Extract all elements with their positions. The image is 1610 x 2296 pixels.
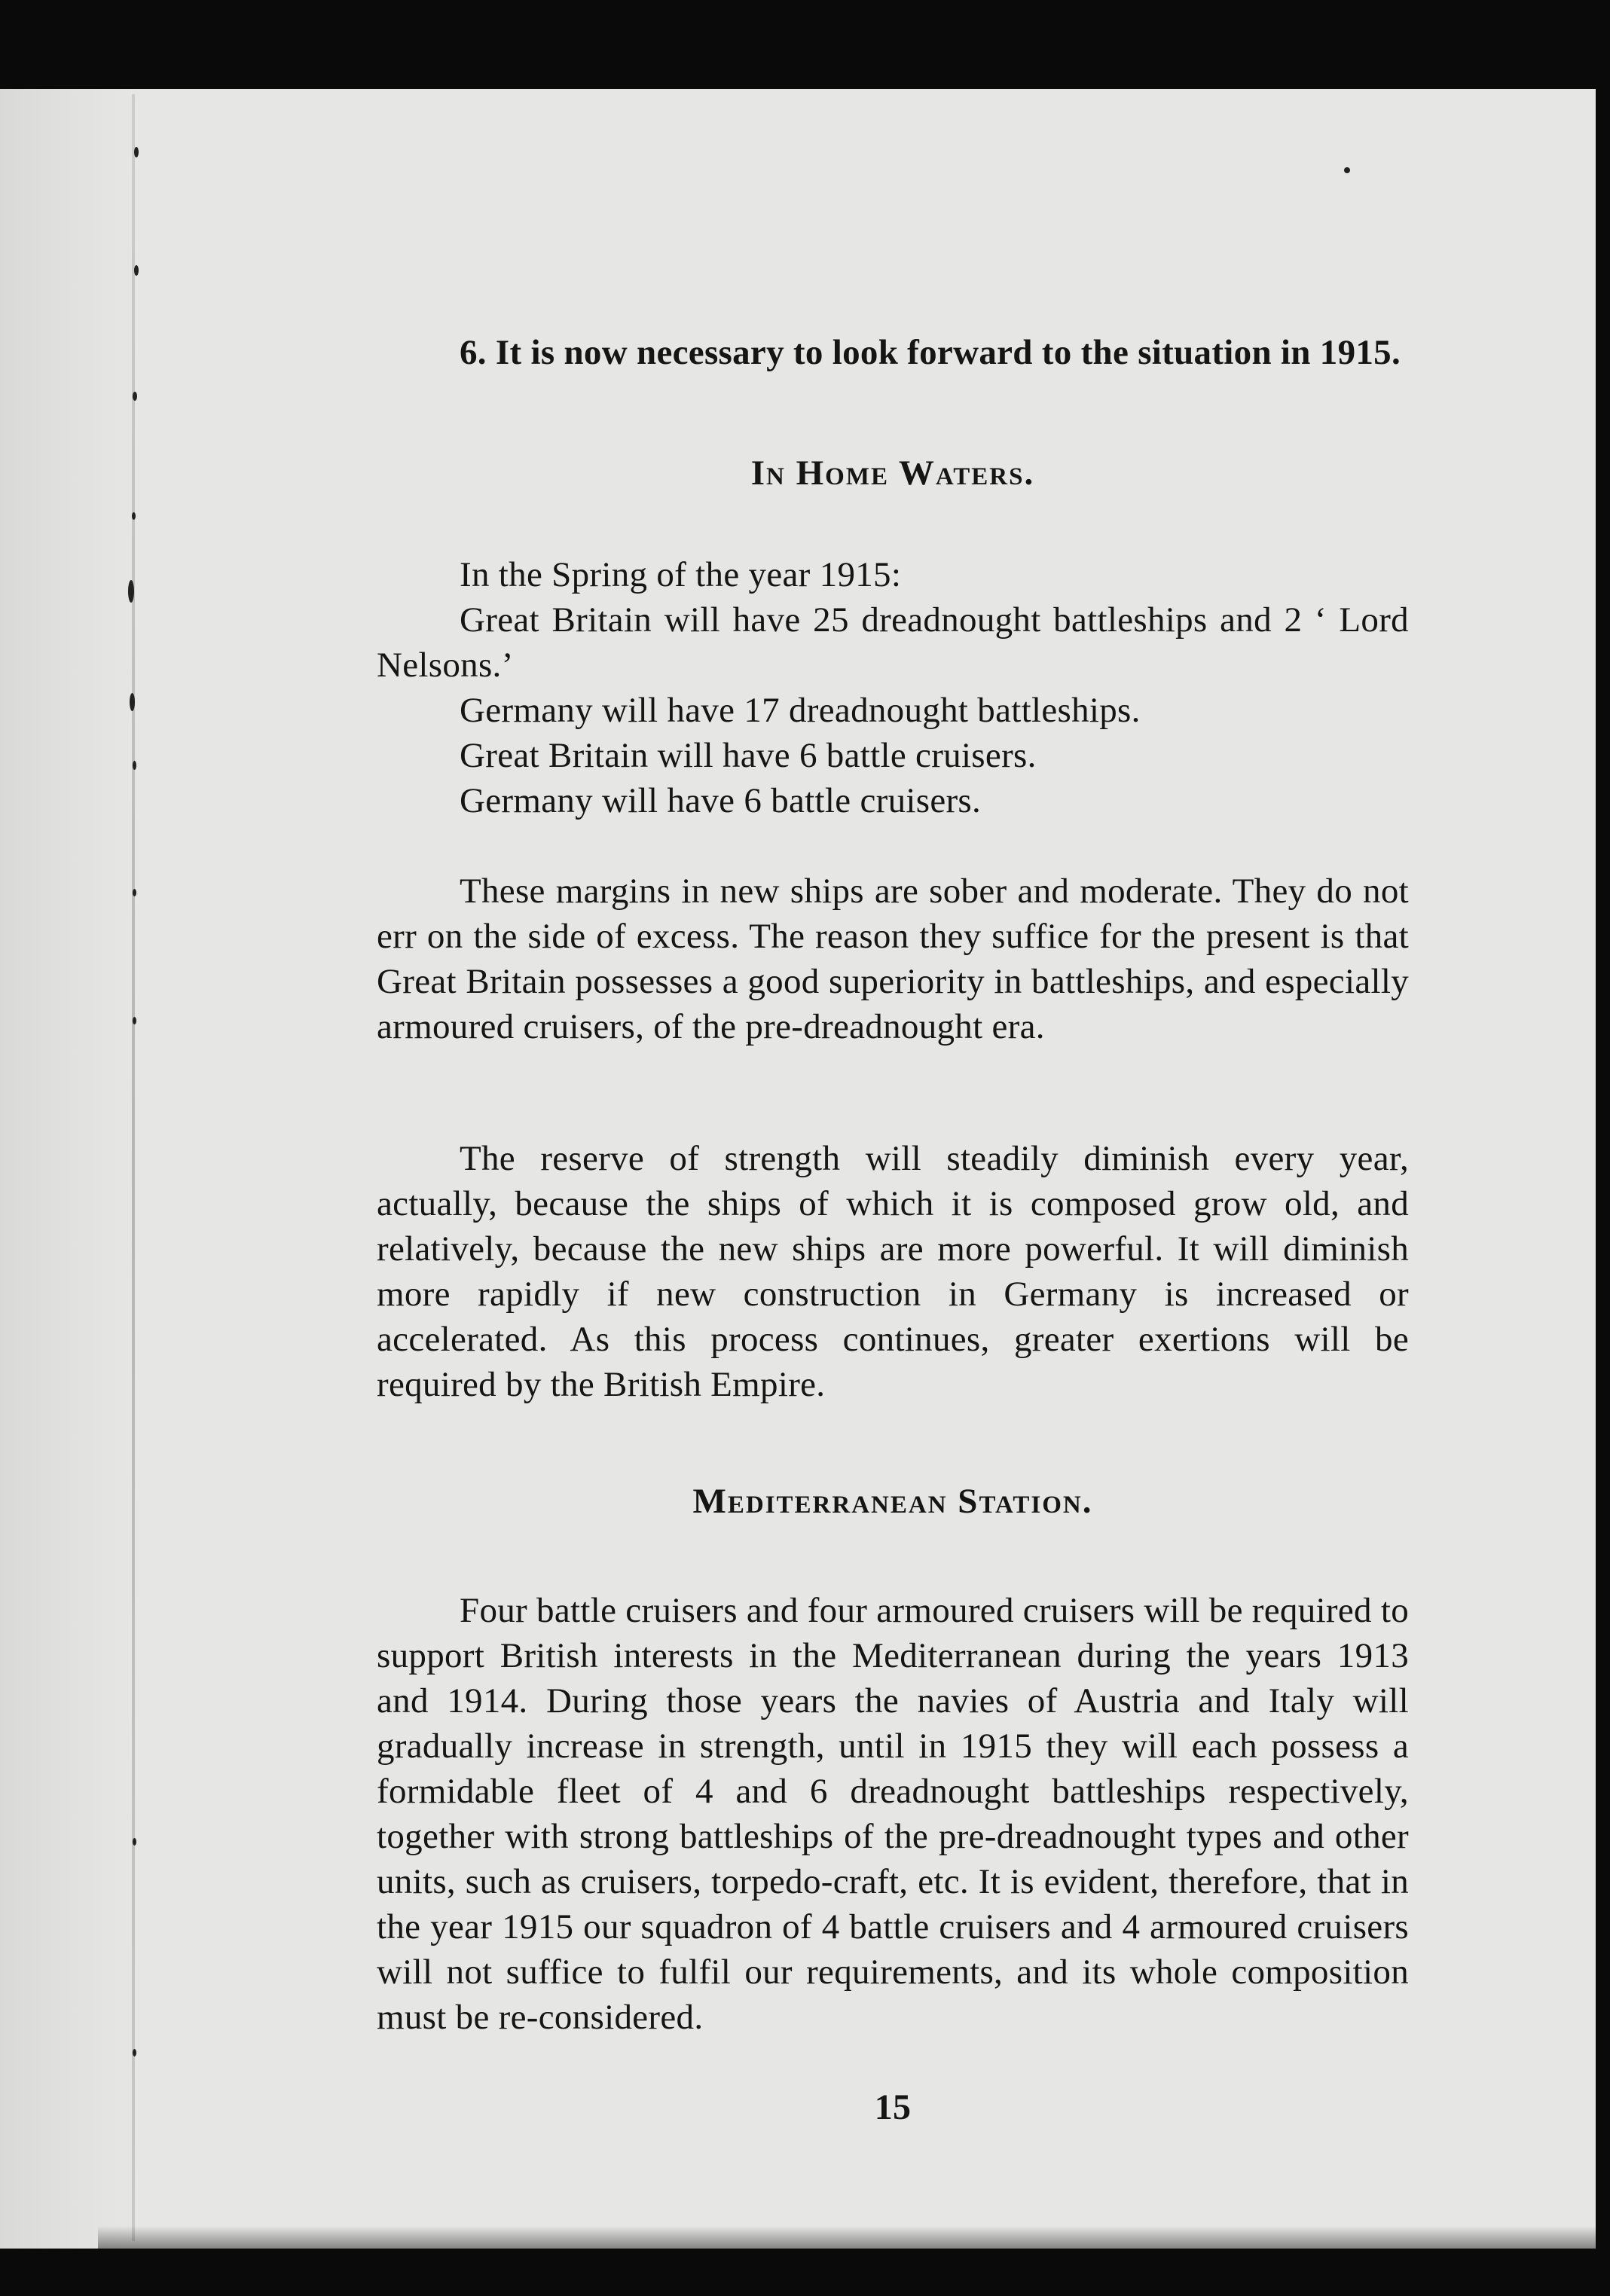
list-item-germany-battleships: Germany will have 17 dreadnought battleships.	[460, 691, 1141, 730]
scan-speck	[134, 147, 139, 157]
scan-speck	[130, 693, 135, 711]
heading-mediterranean-station: Mediterranean Station.	[692, 1482, 1093, 1521]
list-item-germany-cruisers: Germany will have 6 battle cruisers.	[460, 781, 982, 820]
mediterranean-paragraph: Four battle cruisers and four armoured cruisers will be required to support British interests in the Mediterranean during the years 1913 and 1914. During those years the navies of Austria and Italy will gradually increase in strength, until in 1915 they will each possess a formidable fleet of 4 and 6 dreadnought battleships respectively, together with strong battleships of the pre-dreadnought types and other units, such as cruisers, torpedo-craft, etc. It is evident, therefore, that in the year 1915 our squadron of 4 battle cruisers and 4 armoured cruisers will not suffice to fulfil our requirements, and its whole composition must be re-considered.	[377, 1591, 1409, 2037]
spring-intro: In the Spring of the year 1915:	[460, 555, 902, 594]
scan-speck	[133, 1017, 136, 1024]
page-bottom-shadow	[98, 2226, 1596, 2250]
scan-speck	[133, 2049, 136, 2056]
scan-speck	[133, 1838, 136, 1846]
paragraph-6: 6. It is now necessary to look forward to the situation in 1915.	[460, 333, 1401, 372]
page-number: 15	[874, 2087, 912, 2127]
scan-speck	[132, 512, 136, 520]
scan-bottom-border	[0, 2249, 1610, 2296]
scan-right-border	[1596, 0, 1610, 2296]
scan-speck	[1344, 167, 1350, 173]
list-item-great-britain-cruisers: Great Britain will have 6 battle cruisers.	[460, 736, 1037, 775]
margins-paragraph: These margins in new ships are sober and moderate. They do not err on the side of excess. The reason they suffice for the present is that Great Britain possesses a good superiority in battleships, and especially armoured cruisers, of the pre-dreadnought era.	[377, 872, 1409, 1046]
reserve-paragraph: The reserve of strength will steadily diminish every year, actually, because the ships of which it is composed grow old, and relatively, because the new ships are more powerful. It will diminish more rapidly if new construction in Germany is increased or accelerated. As this process continues, greater exertions will be required by the British Empire.	[377, 1139, 1409, 1404]
scan-speck	[133, 889, 136, 896]
scan-speck	[133, 392, 137, 401]
page-gutter-shade	[0, 89, 139, 2249]
heading-home-waters: In Home Waters.	[750, 453, 1035, 493]
scan-speck	[128, 580, 134, 603]
scan-speck	[134, 265, 139, 276]
scan-speck	[133, 761, 136, 770]
scan-top-border	[0, 0, 1610, 90]
list-item-great-britain-battleships: Great Britain will have 25 dreadnought battleships and 2 ‘ Lord Nelsons.’	[377, 600, 1409, 685]
page-binding-edge	[132, 94, 135, 2241]
